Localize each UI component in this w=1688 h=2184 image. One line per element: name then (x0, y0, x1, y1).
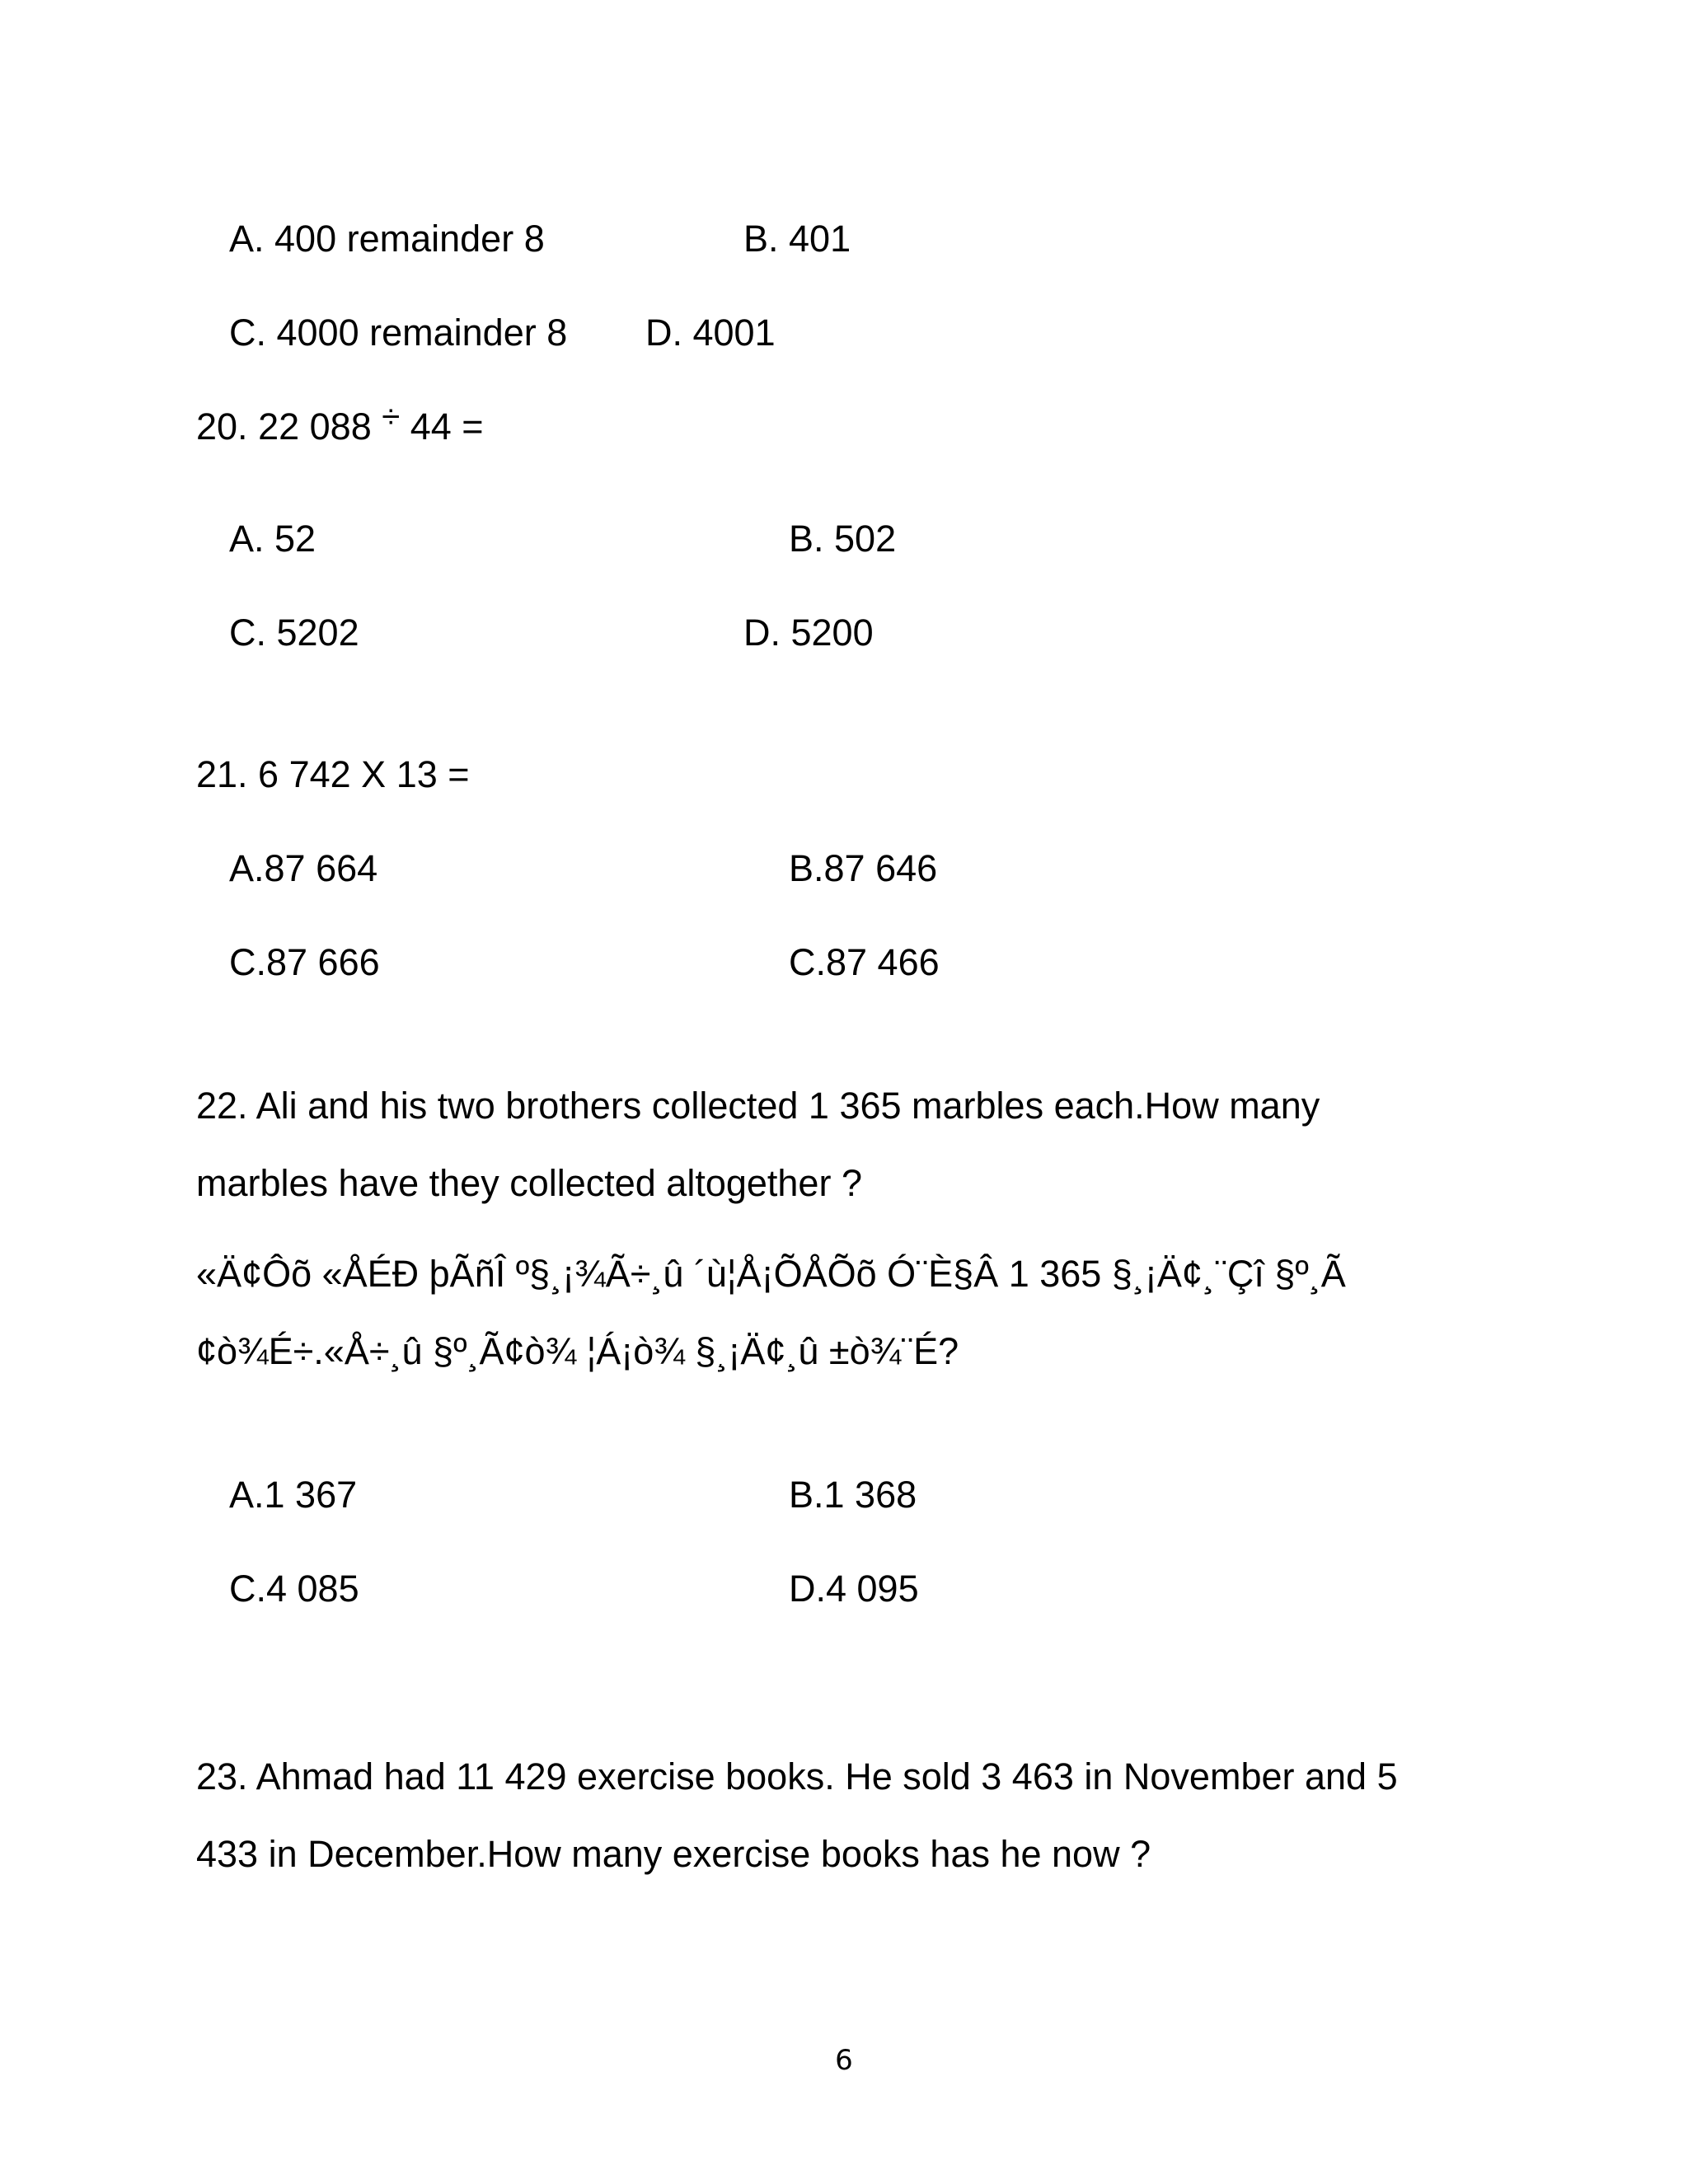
q21-option-a: A.87 664 (229, 847, 378, 889)
q21-option-c: C.87 666 (229, 941, 380, 983)
q19-option-a: A. 400 remainder 8 (229, 218, 545, 260)
q19-option-b: B. 401 (743, 218, 851, 260)
q20-question (196, 399, 484, 452)
q19-option-d: D. 4001 (645, 312, 776, 354)
page-number: 6 (835, 2044, 853, 2077)
q22-option-d: D.4 095 (789, 1568, 919, 1610)
divide-icon: ÷ (382, 399, 401, 435)
q23-question-line2: 433 in December.How many exercise books has he now ? (196, 1833, 1151, 1875)
q22-question-line1: 22. Ali and his two brothers collected 1 365 marbles each.How many (196, 1085, 1320, 1127)
q22-encoded-line1: «Ä¢Ôõ «ÅÉÐ þÃñÎ º§¸¡¾Ã÷¸û ´ù¦Å¡ÕÅÕõ Ó¨È§Â 1 365 §¸¡Ä¢¸¨Çî §º¸Ã (196, 1253, 1346, 1295)
q20-option-c: C. 5202 (229, 612, 359, 654)
q22-encoded-line2: ¢ò¾É÷.«Å÷¸û §º¸Ã¢ò¾ ¦Á¡ò¾ §¸¡Ä¢¸û ±ò¾¨É? (196, 1330, 959, 1372)
q20-option-b: B. 502 (789, 518, 897, 560)
q22-question-line2: marbles have they collected altogether ? (196, 1162, 862, 1204)
q21-question: 21. 6 742 X 13 = (196, 753, 470, 795)
q23-question-line1: 23. Ahmad had 11 429 exercise books. He sold 3 463 in November and 5 (196, 1755, 1398, 1797)
q22-option-a: A.1 367 (229, 1474, 358, 1516)
q21-option-d: C.87 466 (789, 941, 940, 983)
q20-option-d: D. 5200 (743, 612, 874, 654)
q20-option-a: A. 52 (229, 518, 316, 560)
q22-option-b: B.1 368 (789, 1474, 917, 1516)
q20-rhs: 44 = (410, 405, 484, 448)
q19-option-c: C. 4000 remainder 8 (229, 312, 568, 354)
q20-lhs: 22 088 (258, 405, 372, 448)
q20-number: 20. (196, 405, 248, 448)
q21-option-b: B.87 646 (789, 847, 938, 889)
q22-option-c: C.4 085 (229, 1568, 359, 1610)
